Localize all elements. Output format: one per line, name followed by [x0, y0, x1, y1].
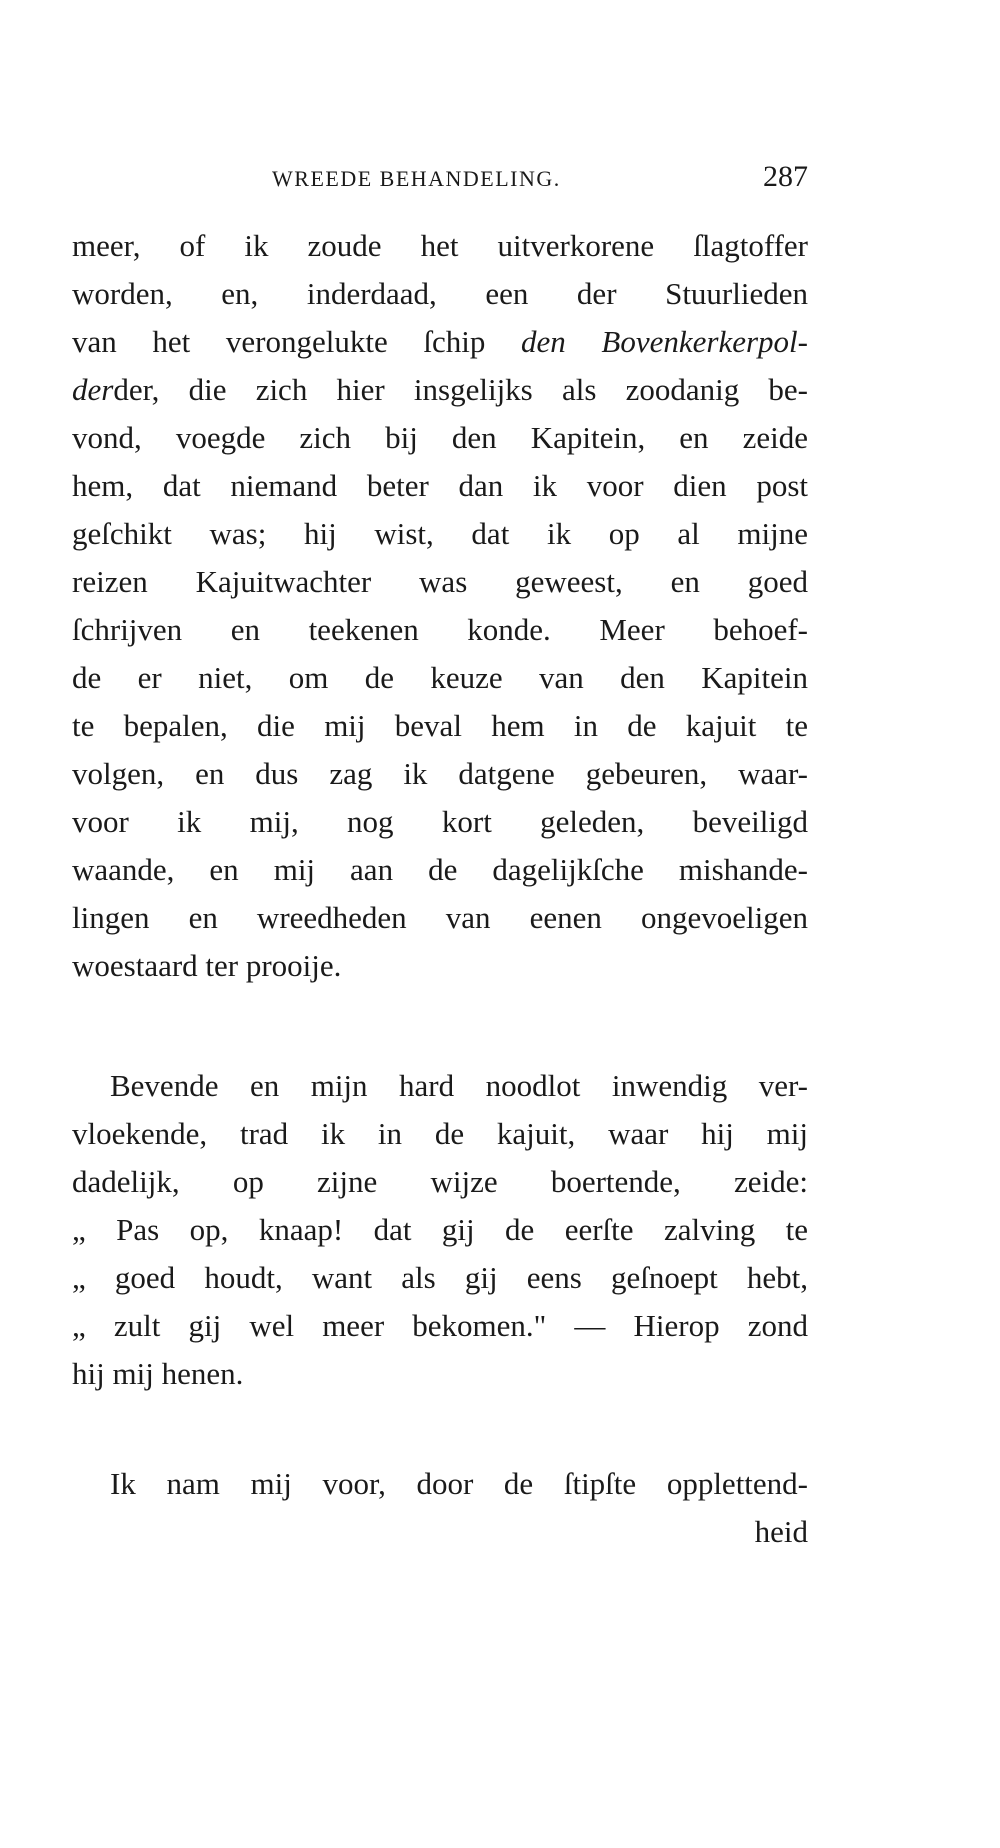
text-line: Bevende en mijn hard noodlot inwendig ver-	[110, 1068, 808, 1103]
text-line: „ Pas op, knaap! dat gij de eerſte zalving te	[72, 1212, 808, 1247]
ship-name-continued: der	[72, 372, 114, 407]
text-segment: der, die zich hier insgelijks als zoodanig be-	[113, 372, 808, 407]
text-line: ſchrijven en teekenen konde. Meer behoef-	[72, 612, 808, 647]
text-line: „ goed houdt, want als gij eens geſnoept hebt,	[72, 1260, 808, 1295]
text-line: voor ik mij, nog kort geleden, beveiligd	[72, 804, 808, 839]
text-line: hij mij henen.	[72, 1356, 244, 1391]
text-line: Ik nam mij voor, door de ſtipſte opplettend-	[110, 1466, 808, 1501]
text-line: te bepalen, die mij beval hem in de kajuit te	[72, 708, 808, 743]
body-text	[72, 222, 808, 1556]
text-line: vond, voegde zich bij den Kapitein, en zeide	[72, 420, 808, 455]
text-line: vloekende, trad ik in de kajuit, waar hij mij	[72, 1116, 808, 1151]
text-line-with-ship-name	[72, 318, 808, 366]
text-line: geſchikt was; hij wist, dat ik op al mijne	[72, 516, 808, 551]
text-line: woestaard ter prooije.	[72, 948, 342, 983]
text-segment: van het verongelukte ſchip	[72, 324, 486, 359]
paragraph-2	[72, 1062, 808, 1398]
text-line-with-ship-name	[72, 366, 808, 414]
paragraph-1	[72, 222, 808, 990]
catchword: heid	[754, 1514, 808, 1549]
running-head: WREEDE BEHANDELING.	[272, 166, 561, 191]
text-line: de er niet, om de keuze van den Kapitein	[72, 660, 808, 695]
text-line: meer, of ik zoude het uitverkorene ſlagtoffer	[72, 228, 808, 263]
text-line: reizen Kajuitwachter was geweest, en goed	[72, 564, 808, 599]
paragraph-gap	[72, 990, 808, 1062]
text-line: worden, en, inderdaad, een der Stuurlieden	[72, 276, 808, 311]
paragraph-gap	[72, 1398, 808, 1460]
ship-name: den Bovenkerkerpol-	[521, 324, 808, 359]
text-line: volgen, en dus zag ik datgene gebeuren, waar-	[72, 756, 808, 791]
text-line: hem, dat niemand beter dan ik voor dien post	[72, 468, 808, 503]
text-line: lingen en wreedheden van eenen ongevoeligen	[72, 900, 808, 935]
text-line: dadelijk, op zijne wijze boertende, zeide:	[72, 1164, 808, 1199]
text-line: waande, en mij aan de dagelijkſche mishande-	[72, 852, 808, 887]
text-line: „ zult gij wel meer bekomen." — Hierop zond	[72, 1308, 808, 1343]
page-header	[72, 160, 808, 200]
paragraph-3	[72, 1460, 808, 1556]
page-number: 287	[763, 160, 808, 193]
